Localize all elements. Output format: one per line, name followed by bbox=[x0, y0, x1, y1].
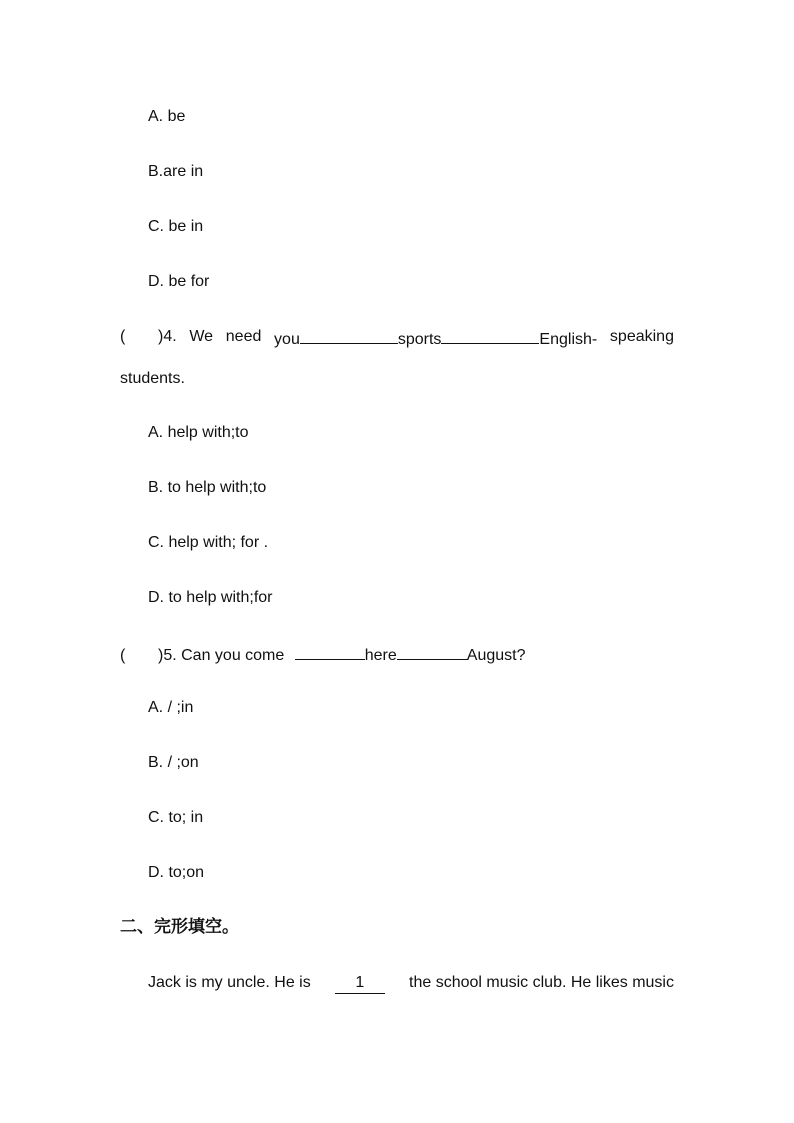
answer-blank bbox=[295, 643, 365, 660]
q4-word-speaking: speaking bbox=[609, 328, 674, 345]
q5-stem: ( )5. Can you come here August? bbox=[120, 643, 525, 666]
q4-option-c: C. help with; for . bbox=[148, 534, 269, 551]
q5-option-b: B. / ;on bbox=[148, 754, 199, 771]
q3-option-a: A. be bbox=[148, 108, 186, 125]
q4-word-need: need bbox=[225, 328, 262, 345]
q4-option-b: B. to help with;to bbox=[148, 479, 267, 496]
answer-blank bbox=[397, 643, 467, 660]
q4-option-d: D. to help with;for bbox=[148, 589, 273, 606]
q4-word-you-blank: you sports English- bbox=[274, 327, 597, 350]
q4-option-a: A. help with;to bbox=[148, 424, 249, 441]
q3-option-b: B.are in bbox=[148, 163, 204, 180]
q5-option-d: D. to;on bbox=[148, 864, 205, 881]
q4-word-we: We bbox=[189, 328, 214, 345]
q4-stem-line2: students. bbox=[120, 370, 185, 387]
q4-stem-line1 bbox=[120, 327, 674, 350]
q3-option-d: D. be for bbox=[148, 273, 210, 290]
section-heading-cloze: 二、完形填空。 bbox=[120, 917, 239, 937]
q4-number: ( )4. bbox=[120, 328, 177, 345]
q3-option-c: C. be in bbox=[148, 218, 204, 235]
answer-blank bbox=[300, 327, 398, 344]
cloze-passage-line1: Jack is my uncle. He is 1 the school music club. He likes music bbox=[148, 973, 674, 994]
q5-option-a: A. / ;in bbox=[148, 699, 194, 716]
q5-option-c: C. to; in bbox=[148, 809, 204, 826]
answer-blank bbox=[441, 327, 539, 344]
cloze-blank-1: 1 bbox=[335, 973, 385, 994]
